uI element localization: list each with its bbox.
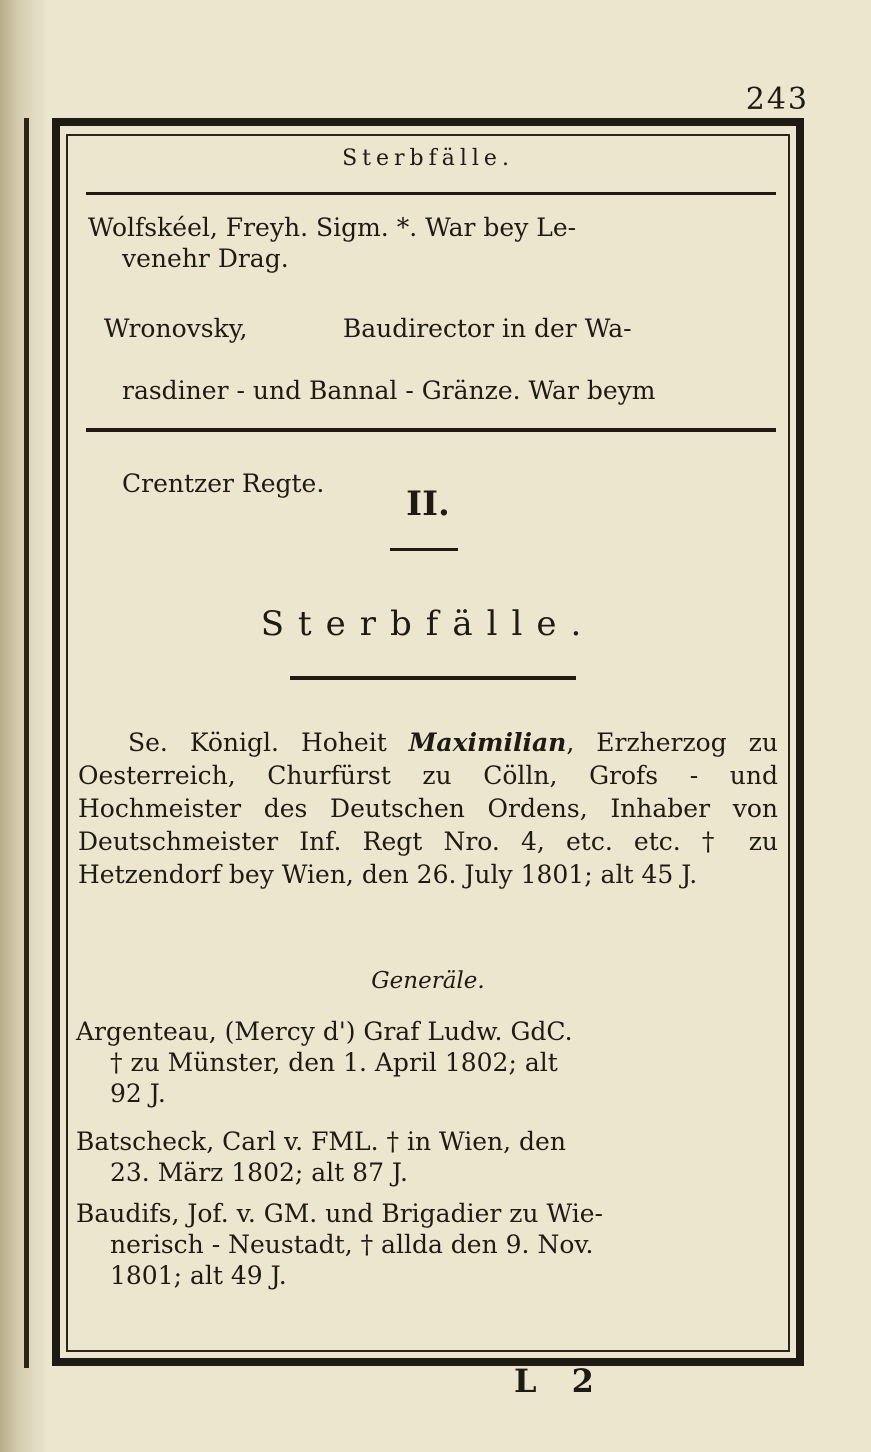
entry-continuation: venehr Drag.: [122, 244, 289, 273]
entry-continuation: nerisch - Neustadt, † allda den 9. Nov.: [110, 1230, 594, 1259]
entry-first-line: Baudifs, Jof. v. GM. und Brigadier zu Wie-: [76, 1199, 603, 1228]
entry-first-line: Wolfskéel, Freyh. Sigm. *. War bey Le-: [88, 213, 577, 242]
entry-first-line: Batscheck, Carl v. FML. † in Wien, den: [76, 1127, 566, 1156]
entry-continuation: † zu Münster, den 1. April 1802; alt: [110, 1048, 558, 1077]
subhead-generale: Generäle.: [371, 968, 485, 994]
entry-continuation: Crentzer Regte.: [122, 469, 325, 498]
entry-baudiss: [76, 1198, 778, 1291]
intro-name: Maximilian: [408, 728, 567, 757]
running-head: Sterbfälle.: [342, 146, 514, 171]
entry-argenteau: [76, 1016, 778, 1109]
entry-continuation: 1801; alt 49 J.: [110, 1261, 287, 1290]
signature-mark: L 2: [514, 1362, 606, 1400]
intro-paragraph: [78, 726, 778, 891]
intro-lead: Se. Königl. Hoheit: [128, 728, 409, 757]
entry-continuation: 23. März 1802; alt 87 J.: [110, 1158, 408, 1187]
running-head-rule: [86, 192, 776, 195]
section-numeral: II.: [406, 484, 450, 524]
section-divider-rule: [86, 428, 776, 432]
intro-rest: , Erzherzog zu Oesterreich, Churfürst zu Cölln, Grofs - und Hochmeister des Deutschen Ordens, Inhaber von Deutschmeister Inf. Regt Nro. 4, etc. etc. † zu Hetzendorf bey Wien, den 26. July 1801; alt 45 J.: [78, 728, 778, 889]
entry-first-line: Wronovsky, Baudirector in der Wa-: [103, 314, 632, 343]
previous-page-edge: [0, 118, 29, 1368]
entry-first-line: Argenteau, (Mercy d') Graf Ludw. GdC.: [76, 1017, 573, 1046]
entry-batscheck: [76, 1126, 778, 1188]
entry-wolfskeel: [88, 212, 778, 274]
numeral-rule: [390, 548, 458, 551]
page-number: 243: [745, 82, 809, 117]
entry-continuation: rasdiner - und Bannal - Gränze. War beym: [122, 376, 656, 405]
entry-continuation: 92 J.: [110, 1079, 166, 1108]
title-rule: [290, 676, 576, 680]
section-title: Sterbfälle.: [260, 604, 596, 644]
